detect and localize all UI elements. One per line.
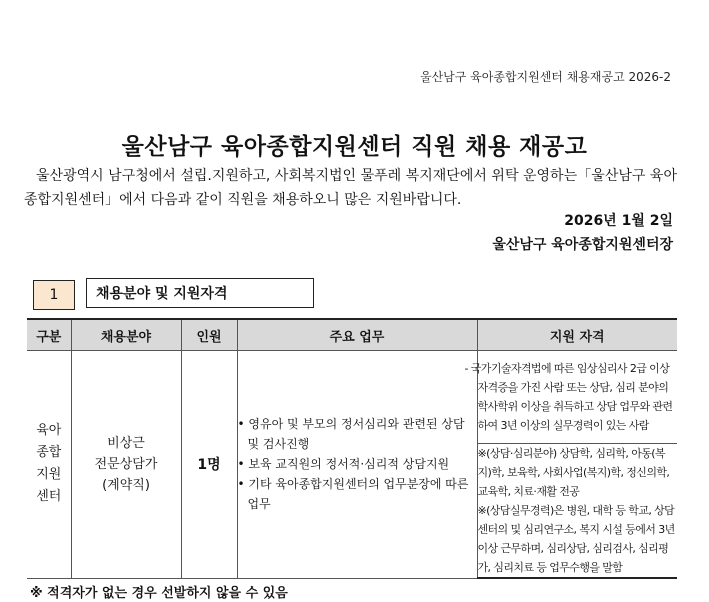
gubun-line: 지원: [36, 467, 62, 483]
duty-item: • 영유아 및 부모의 정서심리와 관련된 상담 및 검사진행: [237, 417, 465, 452]
field-line: 비상근: [107, 435, 145, 451]
footnote: ※ 적격자가 없는 경우 선발하지 않을 수 있음: [30, 586, 288, 601]
duty-item: • 보육 교직원의 정서적·심리적 상담지원: [237, 457, 450, 472]
cell-count: 1명: [181, 351, 237, 579]
gubun-line: 종합: [36, 445, 62, 461]
page-title: 울산남구 육아종합지원센터 직원 채용 재공고: [121, 134, 588, 160]
cell-qualification-main: - 국가기술자격법에 따른 임상심리사 2급 이상 자격증을 가진 사람 또는 상담, 심리 분야의 학사학위 이상을 취득하고 상담 업무와 관련하여 3년 이상의 실무경력이 있는 사람: [477, 351, 677, 444]
header-field: 채용분야: [71, 319, 181, 351]
qualification-note: ※(상담실무경력)은 병원, 대학 등 학교, 상담센터의 및 심리연구소, 복지 시설 등에서 3년 이상 근무하며, 심리상담, 심리검사, 심리평가, 심리치료 등 업무수행을 말함: [477, 504, 675, 574]
cell-field: [71, 351, 181, 579]
cell-duties: [237, 351, 477, 579]
header-qualification: 지원 자격: [477, 319, 677, 351]
notice-signer: 울산남구 육아종합지원센터장: [492, 237, 673, 253]
header-gubun: 구분: [27, 319, 71, 351]
section-number-box: 1: [33, 280, 75, 310]
section-title-box: 채용분야 및 지원자격: [86, 278, 314, 308]
cell-qualification-notes: [477, 444, 677, 579]
table-row: [27, 351, 677, 444]
field-line: 전문상담가: [94, 456, 158, 472]
header-duties: 주요 업무: [237, 319, 477, 351]
cell-gubun: [27, 351, 71, 579]
header-count: 인원: [181, 319, 237, 351]
duties-list: [238, 414, 477, 514]
intro-paragraph: 울산광역시 남구청에서 설립.지원하고, 사회복지법인 물푸레 복지재단에서 위탁 운영하는「울산남구 육아종합지원센터」에서 다음과 같이 직원을 채용하오니 많은 지원바랍니다.: [24, 168, 677, 208]
field-line: (계약직): [102, 477, 150, 493]
notice-date: 2026년 1월 2일: [564, 213, 673, 229]
document-number: 울산남구 육아종합지원센터 채용재공고 2026-2: [419, 70, 671, 84]
gubun-line: 육아: [36, 423, 62, 439]
gubun-line: 센터: [36, 489, 62, 505]
qualification-note: ※(상담·심리분야) 상담학, 심리학, 아동(복지)학, 보육학, 사회사업(복지)학, 정신의학, 교육학, 치료·재활 전공: [477, 447, 670, 498]
duty-item: • 기타 육아종합지원센터의 업무분장에 따른 업무: [237, 477, 469, 512]
table-header-row: [27, 319, 677, 351]
recruitment-table: [27, 318, 677, 579]
